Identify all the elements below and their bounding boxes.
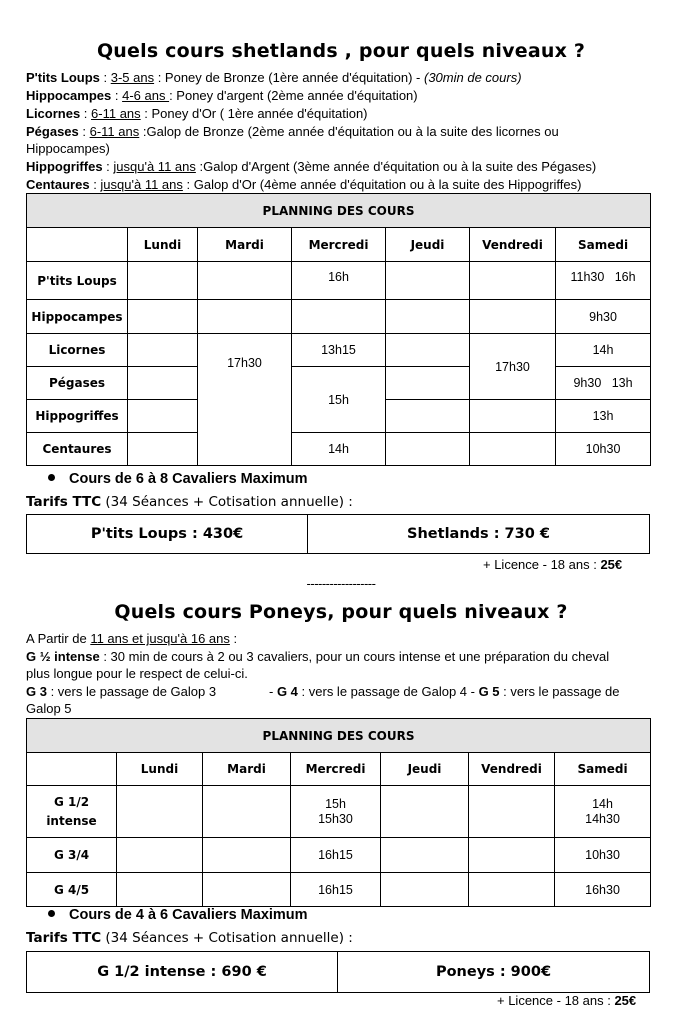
empty-cell bbox=[470, 300, 556, 334]
level-desc: : Poney d'Or ( 1ère année d'équitation) bbox=[140, 106, 368, 121]
empty-cell bbox=[381, 838, 469, 873]
licence-line bbox=[497, 993, 636, 1008]
schedule-cell: 13h bbox=[556, 400, 651, 433]
empty-cell bbox=[381, 786, 469, 838]
level-extra: (30min de cours) bbox=[423, 70, 522, 85]
g4-desc: : vers le passage de Galop 4 - bbox=[297, 684, 479, 699]
schedule-cell: 14h bbox=[556, 334, 651, 367]
g12-line-continued bbox=[26, 665, 248, 682]
empty-cell bbox=[198, 300, 292, 334]
bullet-text: Cours de 4 à 6 Cavaliers Maximum bbox=[69, 907, 308, 923]
licence-text: + Licence - 18 ans : bbox=[497, 993, 615, 1008]
empty-cell bbox=[128, 300, 198, 334]
row-header: G 1/2 intense bbox=[27, 786, 117, 838]
level-desc: Hippocampes) bbox=[26, 141, 110, 156]
tarifs-line bbox=[26, 930, 353, 946]
price-box-poneys bbox=[26, 951, 650, 993]
level-sep: : bbox=[89, 177, 101, 192]
level-name: Pégases bbox=[26, 124, 79, 139]
level-desc: : Galop d'Or (4ème année d'équitation ou à la suite des Hippogriffes) bbox=[182, 177, 582, 192]
level-age: jusqu'à 11 ans bbox=[113, 159, 196, 174]
level-age: jusqu'à 11 ans bbox=[100, 177, 183, 192]
bullet-text: Cours de 6 à 8 Cavaliers Maximum bbox=[69, 471, 308, 487]
g5-desc2: Galop 5 bbox=[26, 701, 72, 716]
g4-g5-line bbox=[269, 683, 620, 700]
empty-cell bbox=[128, 400, 198, 433]
g4-pre: - bbox=[269, 684, 277, 699]
level-age: 4-6 ans bbox=[122, 88, 170, 103]
schedule-cell: 15h bbox=[292, 367, 386, 433]
tarifs-note: (34 Séances + Cotisation annuelle) : bbox=[101, 930, 353, 946]
day-header: Jeudi bbox=[386, 228, 470, 262]
day-header: Lundi bbox=[128, 228, 198, 262]
level-name: Hippocampes bbox=[26, 88, 112, 103]
level-desc: :Galop de Bronze (2ème année d'équitation ou à la suite des licornes ou bbox=[139, 124, 559, 139]
row-header: P'tits Loups bbox=[27, 262, 128, 300]
day-header: Samedi bbox=[555, 753, 651, 786]
level-sep: : bbox=[111, 88, 123, 103]
row-header: G 4/5 bbox=[27, 873, 117, 907]
level-name: Hippogriffes bbox=[26, 159, 103, 174]
empty-cell bbox=[386, 367, 470, 400]
empty-cell bbox=[128, 433, 198, 466]
empty-cell bbox=[203, 873, 291, 907]
row-header: Hippocampes bbox=[27, 300, 128, 334]
licence-price: 25€ bbox=[600, 557, 623, 572]
level-name: Centaures bbox=[26, 177, 90, 192]
price-box-shetlands bbox=[26, 514, 650, 554]
g12-name: G ½ intense bbox=[26, 649, 100, 664]
planning-header: PLANNING DES COURS bbox=[27, 194, 651, 228]
licence-price: 25€ bbox=[614, 993, 637, 1008]
empty-cell bbox=[292, 300, 386, 334]
row-header: G 3/4 bbox=[27, 838, 117, 873]
schedule-cell: 11h30 16h bbox=[556, 262, 651, 300]
licence-line bbox=[483, 557, 622, 572]
empty-cell bbox=[117, 873, 203, 907]
empty-cell bbox=[128, 367, 198, 400]
empty-cell bbox=[198, 262, 292, 300]
day-header: Mercredi bbox=[292, 228, 386, 262]
day-header: Jeudi bbox=[381, 753, 469, 786]
g12-desc2: plus longue pour le respect de celui-ci. bbox=[26, 666, 248, 681]
section2-title: Quels cours Poneys, pour quels niveaux ? bbox=[114, 601, 568, 623]
max-riders-bullet bbox=[48, 471, 308, 487]
empty-cell bbox=[117, 838, 203, 873]
schedule-cell: 13h15 bbox=[292, 334, 386, 367]
schedule-cell: 17h30 bbox=[470, 334, 556, 400]
schedule-cell: 14h bbox=[292, 433, 386, 466]
level-line bbox=[26, 176, 581, 193]
empty-cell bbox=[117, 786, 203, 838]
max-riders-bullet bbox=[48, 907, 308, 923]
level-sep: : bbox=[78, 124, 90, 139]
empty-cell bbox=[386, 334, 470, 367]
day-header: Mardi bbox=[203, 753, 291, 786]
level-line bbox=[26, 158, 596, 175]
tarifs-line bbox=[26, 494, 353, 510]
level-sep: : bbox=[99, 70, 111, 85]
g12-desc: : 30 min de cours à 2 ou 3 cavaliers, pour un cours intense et une préparation du cheval bbox=[99, 649, 610, 664]
day-header: Vendredi bbox=[469, 753, 555, 786]
schedule-cell: 16h15 bbox=[291, 838, 381, 873]
schedule-cell: 10h30 bbox=[556, 433, 651, 466]
g5-line-continued bbox=[26, 700, 72, 717]
section-separator: ------------------ bbox=[306, 576, 376, 591]
intro-line bbox=[26, 630, 237, 647]
empty-cell bbox=[386, 262, 470, 300]
planning-table-poneys bbox=[26, 718, 651, 907]
level-sep: : bbox=[80, 106, 92, 121]
level-name: Licornes bbox=[26, 106, 81, 121]
level-line bbox=[26, 105, 368, 122]
corner-cell bbox=[27, 753, 117, 786]
empty-cell bbox=[386, 433, 470, 466]
g5-desc: : vers le passage de bbox=[499, 684, 620, 699]
schedule-cell: 15h 15h30 bbox=[291, 786, 381, 838]
tarifs-label: Tarifs TTC bbox=[26, 930, 102, 946]
day-header: Samedi bbox=[556, 228, 651, 262]
empty-cell bbox=[128, 334, 198, 367]
row-header: Centaures bbox=[27, 433, 128, 466]
row-header: Hippogriffes bbox=[27, 400, 128, 433]
price-left: G 1/2 intense : 690 € bbox=[27, 952, 338, 992]
price-right: Shetlands : 730 € bbox=[407, 526, 550, 542]
tarifs-label: Tarifs TTC bbox=[26, 494, 102, 510]
empty-cell bbox=[469, 786, 555, 838]
empty-cell bbox=[470, 433, 556, 466]
schedule-cell: 10h30 bbox=[555, 838, 651, 873]
schedule-cell: 16h30 bbox=[555, 873, 651, 907]
level-line bbox=[26, 123, 559, 140]
level-sep: : bbox=[102, 159, 114, 174]
price-right: Poneys : 900€ bbox=[435, 964, 552, 980]
empty-cell bbox=[381, 873, 469, 907]
day-header: Vendredi bbox=[470, 228, 556, 262]
empty-cell bbox=[469, 873, 555, 907]
schedule-cell: 16h15 bbox=[291, 873, 381, 907]
level-age: 6-11 ans bbox=[89, 124, 140, 139]
g3-line bbox=[26, 683, 216, 700]
g3-desc: : vers le passage de Galop 3 bbox=[46, 684, 217, 699]
schedule-cell: 9h30 bbox=[556, 300, 651, 334]
planning-table-shetlands bbox=[26, 193, 651, 466]
bullet-dot-icon bbox=[48, 474, 55, 481]
schedule-cell: 17h30 bbox=[198, 334, 292, 466]
level-desc: : Poney d'argent (2ème année d'équitation) bbox=[169, 88, 418, 103]
schedule-cell: 14h 14h30 bbox=[555, 786, 651, 838]
level-line bbox=[26, 87, 418, 104]
schedule-cell: 9h30 13h bbox=[556, 367, 651, 400]
level-desc: :Galop d'Argent (3ème année d'équitation ou à la suite des Pégases) bbox=[195, 159, 597, 174]
section1-title: Quels cours shetlands , pour quels niveaux ? bbox=[96, 40, 586, 62]
level-age: 3-5 ans bbox=[110, 70, 155, 85]
g12-line bbox=[26, 648, 609, 665]
level-line-continued bbox=[26, 140, 110, 157]
row-header: Licornes bbox=[27, 334, 128, 367]
g5-name: G 5 bbox=[478, 684, 500, 699]
empty-cell bbox=[469, 838, 555, 873]
level-line bbox=[26, 69, 522, 86]
empty-cell bbox=[470, 262, 556, 300]
tarifs-note: (34 Séances + Cotisation annuelle) : bbox=[101, 494, 353, 510]
level-name: P'tits Loups bbox=[26, 70, 100, 85]
day-header: Lundi bbox=[117, 753, 203, 786]
level-age: 6-11 ans bbox=[91, 106, 141, 121]
intro-age: 11 ans et jusqu'à 16 ans bbox=[90, 631, 230, 646]
g3-name: G 3 bbox=[26, 684, 47, 699]
licence-text: + Licence - 18 ans : bbox=[483, 557, 601, 572]
planning-header: PLANNING DES COURS bbox=[27, 719, 651, 753]
g4-name: G 4 bbox=[276, 684, 298, 699]
empty-cell bbox=[386, 400, 470, 433]
corner-cell bbox=[27, 228, 128, 262]
level-desc: : Poney de Bronze (1ère année d'équitation) - bbox=[154, 70, 424, 85]
intro-suffix: : bbox=[229, 631, 238, 646]
empty-cell bbox=[386, 300, 470, 334]
row-header: Pégases bbox=[27, 367, 128, 400]
intro-prefix: A Partir de bbox=[26, 631, 91, 646]
empty-cell bbox=[470, 400, 556, 433]
empty-cell bbox=[203, 786, 291, 838]
price-left: P'tits Loups : 430€ bbox=[27, 515, 308, 553]
bullet-dot-icon bbox=[48, 910, 55, 917]
empty-cell bbox=[128, 262, 198, 300]
day-header: Mardi bbox=[198, 228, 292, 262]
empty-cell bbox=[203, 838, 291, 873]
day-header: Mercredi bbox=[291, 753, 381, 786]
schedule-cell: 16h bbox=[292, 262, 386, 300]
